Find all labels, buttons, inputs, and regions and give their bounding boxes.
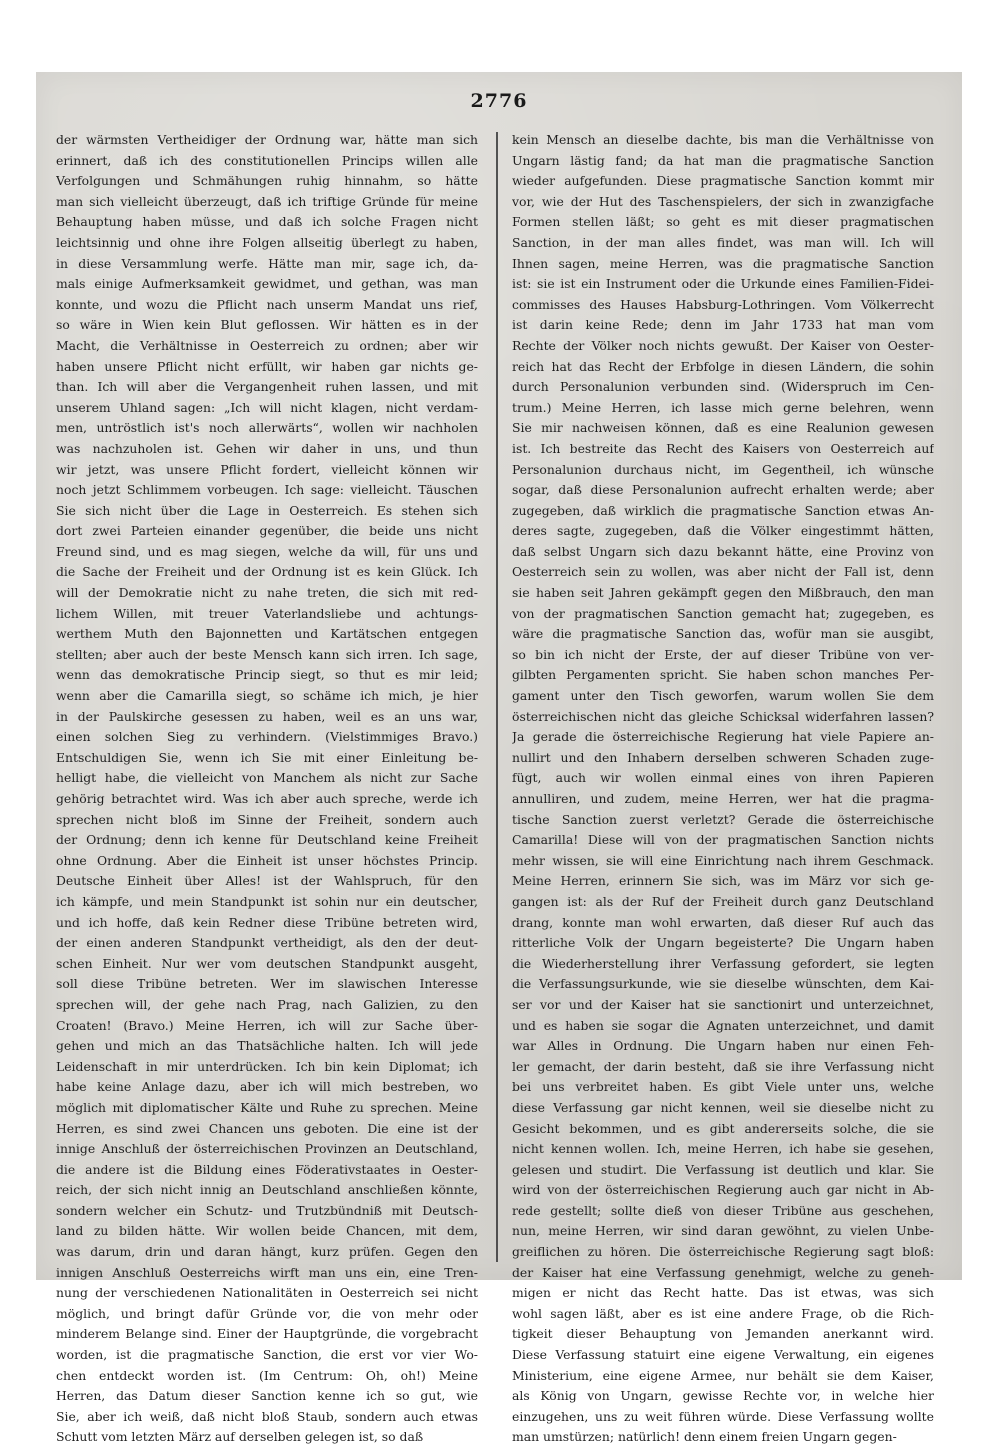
- text-line: trum.) Meine Herren, ich lasse mich gerne belehren, wenn: [512, 399, 934, 415]
- text-line: die Wiederherstellung ihrer Verfassung gefordert, sie legten: [512, 955, 934, 971]
- text-line: chen entdeckt worden ist. (Im Centrum: Oh, oh!) Meine: [56, 1367, 478, 1383]
- text-line: und es haben sie sogar die Agnaten unterzeichnet, und damit: [512, 1017, 934, 1033]
- text-line: möglich mit diplomatischer Kälte und Ruhe zu sprechen. Meine: [56, 1099, 478, 1115]
- text-line: wenn das demokratische Princip siegt, so thut es mir leid;: [56, 667, 478, 683]
- text-line: fügt, auch wir wollen einmal eines von ihren Papieren: [512, 770, 934, 786]
- text-line: kein Mensch an dieselbe dachte, bis man die Verhältnisse von: [512, 132, 934, 147]
- text-line: so bin ich nicht der Erste, der auf dieser Tribüne von ver-: [512, 646, 934, 662]
- text-line: wieder aufgefunden. Diese pragmatische Sanction kommt mir: [512, 173, 934, 189]
- text-line: soll diese Tribüne betreten. Wer im slawischen Interesse: [56, 976, 478, 992]
- text-line: Ungarn lästig fand; da hat man die pragmatische Sanction: [512, 152, 934, 168]
- text-line: Personalunion durchaus nicht, im Gegentheil, ich wünsche: [512, 461, 934, 477]
- text-line: drang, konnte man wohl erwarten, daß dieser Ruf auch das: [512, 914, 934, 930]
- text-line: konnte, und wozu die Pflicht nach unserm Mandat uns rief,: [56, 296, 478, 312]
- text-line: gilbten Pergamenten spricht. Sie haben schon manches Per-: [512, 667, 934, 683]
- page-number: 2776: [470, 90, 528, 112]
- text-line: ich kämpfe, und mein Standpunkt ist sohin nur ein deutscher,: [56, 893, 478, 909]
- text-line: Behauptung haben müsse, und daß ich solche Fragen nicht: [56, 214, 478, 230]
- text-line: Oesterreich sein zu wollen, was aber nicht der Fall ist, denn: [512, 564, 934, 580]
- text-line: than. Ich will aber die Vergangenheit ruhen lassen, und mit: [56, 379, 478, 395]
- text-line: mehr wissen, sie will eine Einrichtung nach ihrem Geschmack.: [512, 852, 934, 868]
- text-line: Ihnen sagen, meine Herren, was die pragmatische Sanction: [512, 255, 934, 271]
- text-line: reich, der sich nicht innig an Deutschland anschließen könnte,: [56, 1182, 478, 1198]
- text-line: Sie mir nachweisen können, daß es eine Realunion gewesen: [512, 420, 934, 436]
- text-line: rede gestellt; sollte dieß von dieser Tribüne aus geschehen,: [512, 1202, 934, 1218]
- text-line: sie haben seit Jahren gekämpft gegen den Mißbrauch, den man: [512, 585, 934, 601]
- text-line: die Verfassungsurkunde, wie sie dieselbe wünschten, dem Kai-: [512, 976, 934, 992]
- text-line: tische Sanction zuerst verletzt? Gerade die österreichische: [512, 811, 934, 827]
- text-line: möglich, und bringt dafür Gründe vor, die von mehr oder: [56, 1305, 478, 1321]
- text-line: ritterliche Volk der Ungarn begeisterte? Die Ungarn haben: [512, 935, 934, 951]
- text-line: gament unter den Tisch geworfen, warum wollen Sie dem: [512, 688, 934, 704]
- text-line: sprechen nicht bloß im Sinne der Freiheit, sondern auch: [56, 811, 478, 827]
- text-line: Herren, das Datum dieser Sanction kenne ich so gut, wie: [56, 1388, 478, 1404]
- text-line: österreichischen nicht das gleiche Schicksal widerfahren lassen?: [512, 708, 934, 724]
- text-line: deres sagte, zugegeben, daß die Völker eingestimmt hätten,: [512, 523, 934, 539]
- text-line: annulliren, und zudem, meine Herren, wer hat die pragma-: [512, 791, 934, 806]
- text-line: der einen anderen Standpunkt vertheidigt, als den der deut-: [56, 935, 478, 951]
- text-line: stellten; aber auch der beste Mensch kann sich irren. Ich sage,: [56, 646, 478, 662]
- text-line: Ministerium, eine eigene Armee, nur behält sie dem Kaiser,: [512, 1367, 934, 1383]
- text-line: wäre die pragmatische Sanction das, wofür man sie ausgibt,: [512, 626, 934, 642]
- text-line: so wäre in Wien kein Blut geflossen. Wir hätten es in der: [56, 317, 478, 333]
- text-line: Croaten! (Bravo.) Meine Herren, ich will zur Sache über-: [56, 1017, 478, 1033]
- text-line: war Alles in Ordnung. Die Ungarn haben nur einen Feh-: [512, 1038, 934, 1054]
- text-line: nun, meine Herren, wir sind daran gewöhnt, zu vielen Unbe-: [512, 1223, 934, 1239]
- text-line: commisses des Hauses Habsburg-Lothringen. Vom Völkerrecht: [512, 296, 934, 312]
- text-line: helligt habe, die vielleicht von Manchem als nicht zur Sache: [56, 770, 478, 786]
- text-line: sprechen will, der gehe nach Prag, nach Galizien, zu den: [56, 996, 478, 1012]
- text-line: Gesicht bekommen, und es gibt andererseits solche, die sie: [512, 1120, 934, 1136]
- text-line: einzugehen, uns zu weit führen würde. Diese Verfassung wollte: [512, 1408, 934, 1424]
- text-line: greiflichen zu hören. Die österreichische Regierung sagt bloß:: [512, 1244, 934, 1260]
- text-line: der Ordnung; denn ich kenne für Deutschland keine Freiheit: [56, 832, 478, 848]
- text-line: Entschuldigen Sie, wenn ich Sie mit einer Einleitung be-: [56, 749, 478, 765]
- right-column: [512, 130, 934, 1448]
- text-line: gehen und mich an das Thatsächliche halten. Ich will jede: [56, 1038, 478, 1054]
- text-line: Schutt vom letzten März auf derselben gelegen ist, so daß: [56, 1429, 424, 1445]
- text-line: wir jetzt, was unsere Pflicht fordert, vielleicht können wir: [56, 461, 478, 477]
- text-line: und ich hoffe, daß kein Redner diese Tribüne betreten wird,: [56, 914, 478, 930]
- text-line: von der pragmatischen Sanction gemacht hat; zugegeben, es: [512, 605, 934, 621]
- left-column: [56, 130, 478, 1448]
- text-line: Meine Herren, erinnern Sie sich, was im März vor sich ge-: [512, 873, 934, 889]
- text-line: innige Anschluß der österreichischen Provinzen an Deutschland,: [56, 1141, 478, 1157]
- text-line: die Sache der Freiheit und der Ordnung ist es kein Glück. Ich: [56, 564, 478, 580]
- text-line: nung der verschiedenen Nationalitäten in Oesterreich sei nicht: [56, 1285, 478, 1301]
- text-line: reich hat das Recht der Erbfolge in diesen Ländern, die sohin: [512, 358, 934, 374]
- text-line: gelesen und studirt. Die Verfassung ist deutlich und klar. Sie: [512, 1161, 934, 1177]
- text-line: Herren, es sind zwei Chancen uns geboten. Die eine ist der: [56, 1120, 478, 1136]
- text-line: die andere ist die Bildung eines Föderativstaates in Oester-: [56, 1161, 478, 1177]
- text-line: lichem Willen, mit treuer Vaterlandsliebe und achtungs-: [56, 605, 478, 621]
- text-line: man sich vielleicht überzeugt, daß ich triftige Gründe für meine: [56, 193, 478, 209]
- text-line: werthem Muth den Bajonnetten und Kartätschen entgegen: [56, 626, 478, 642]
- text-line: bei uns verbreitet haben. Es gibt Viele unter uns, welche: [512, 1079, 934, 1095]
- text-line: Sie sich nicht über die Lage in Oesterreich. Es stehen sich: [56, 502, 478, 518]
- text-line: gangen ist: als der Ruf der Freiheit durch ganz Deutschland: [512, 893, 934, 909]
- text-line: Rechte der Völker noch nichts gewußt. Der Kaiser von Oester-: [512, 337, 934, 353]
- text-line: dort zwei Parteien einander gegenüber, die beide uns nicht: [56, 523, 478, 539]
- text-line: in diese Versammlung werfe. Hätte man mir, sage ich, da-: [56, 255, 478, 271]
- text-line: Deutsche Einheit über Alles! ist der Wahlspruch, für den: [56, 873, 478, 889]
- text-line: land zu bilden hätte. Wir wollen beide Chancen, mit dem,: [56, 1223, 478, 1239]
- text-line: man umstürzen; natürlich! denn einem freien Ungarn gegen-: [512, 1429, 897, 1445]
- text-line: ist darin keine Rede; denn im Jahr 1733 hat man vom: [512, 317, 934, 333]
- text-line: erinnert, daß ich des constitutionellen Princips willen alle: [56, 152, 478, 168]
- text-line: was nachzuholen ist. Gehen wir daher in uns, und thun: [56, 440, 478, 456]
- text-line: leichtsinnig und ohne ihre Folgen allseitig überlegt zu haben,: [56, 234, 478, 250]
- text-line: Macht, die Verhältnisse in Oesterreich zu ordnen; aber wir: [56, 337, 478, 353]
- text-line: migen er nicht das Recht hatte. Das ist etwas, was sich: [512, 1285, 934, 1301]
- text-line: ser vor und der Kaiser hat sie sanctionirt und unterzeichnet,: [512, 996, 934, 1012]
- text-line: Camarilla! Diese will von der pragmatischen Sanction nichts: [512, 832, 934, 848]
- text-line: ist. Ich bestreite das Recht des Kaisers von Oesterreich auf: [512, 440, 934, 456]
- text-line: men, untröstlich ist's noch allerwärts“, wollen wir nachholen: [56, 420, 478, 436]
- text-line: der wärmsten Vertheidiger der Ordnung war, hätte man sich: [56, 132, 478, 147]
- text-line: haben unsere Pflicht nicht erfüllt, wir haben gar nichts ge-: [56, 358, 478, 374]
- text-line: als König von Ungarn, gewisse Rechte vor, in welche hier: [512, 1388, 934, 1404]
- text-line: zugegeben, daß wirklich die pragmatische Sanction etwas An-: [512, 502, 934, 518]
- text-line: sogar, daß diese Personalunion aufrecht erhalten werde; aber: [512, 482, 934, 498]
- text-line: Freund sind, und es mag siegen, welche da will, für uns und: [56, 543, 478, 559]
- text-line: will der Demokratie nicht zu nahe treten, die sich mit red-: [56, 585, 478, 601]
- text-line: diese Verfassung gar nicht kennen, weil sie dieselbe nicht zu: [512, 1099, 934, 1115]
- text-line: Formen stellen läßt; so geht es mit dieser pragmatischen: [512, 214, 934, 230]
- text-line: tigkeit dieser Behauptung von Jemanden anerkannt wird.: [512, 1326, 934, 1342]
- text-line: minderem Belange sind. Einer der Hauptgründe, die vorgebracht: [56, 1326, 478, 1342]
- text-line: schen Einheit. Nur wer vom deutschen Standpunkt ausgeht,: [56, 955, 478, 971]
- text-line: mals einige Aufmerksamkeit gewidmet, und gethan, was man: [56, 276, 478, 292]
- scanned-page: [36, 72, 962, 1445]
- text-line: ohne Ordnung. Aber die Einheit ist unser höchstes Princip.: [56, 852, 478, 868]
- text-line: Verfolgungen und Schmähungen ruhig hinnahm, so hätte: [56, 173, 478, 189]
- text-line: daß selbst Ungarn sich dazu bekannt hätte, eine Provinz von: [512, 543, 934, 559]
- text-line: ler gemacht, der darin besteht, daß sie ihre Verfassung nicht: [512, 1058, 934, 1074]
- text-line: gehörig betrachtet wird. Was ich aber auch spreche, werde ich: [56, 791, 478, 806]
- text-line: noch jetzt Schlimmem vorbeugen. Ich sage: vielleicht. Täuschen: [56, 482, 478, 498]
- text-line: nullirt und den Inhabern derselben schweren Schaden zuge-: [512, 749, 934, 765]
- text-line: Sanction, in der man alles findet, was man will. Ich will: [512, 234, 934, 250]
- column-divider: [496, 132, 498, 1262]
- text-line: Ja gerade die österreichische Regierung hat viele Papiere an-: [512, 729, 934, 745]
- text-line: wohl sagen läßt, aber es ist eine andere Frage, ob die Rich-: [512, 1305, 934, 1321]
- text-line: wird von der österreichischen Regierung auch gar nicht in Ab-: [512, 1182, 934, 1198]
- text-line: ist: sie ist ein Instrument oder die Urkunde eines Familien-Fidei-: [512, 276, 934, 292]
- text-line: innigen Anschluß Oesterreichs wirft man uns ein, eine Tren-: [56, 1264, 478, 1280]
- text-line: nicht kennen wollen. Ich, meine Herren, ich habe sie gesehen,: [512, 1141, 934, 1157]
- text-line: einen solchen Sieg zu verhindern. (Vielstimmiges Bravo.): [56, 729, 478, 745]
- text-line: Sie, aber ich weiß, daß nicht bloß Staub, sondern auch etwas: [56, 1408, 478, 1424]
- text-line: habe keine Anlage dazu, aber ich will mich bestreben, wo: [56, 1079, 478, 1095]
- text-line: sondern welcher ein Schutz- und Trutzbündniß mit Deutsch-: [56, 1202, 478, 1218]
- text-line: unserem Uhland sagen: „Ich will nicht klagen, nicht verdam-: [56, 399, 478, 415]
- text-line: was darum, drin und daran hängt, kurz prüfen. Gegen den: [56, 1244, 478, 1260]
- text-line: in der Paulskirche gesessen zu haben, weil es an uns war,: [56, 708, 478, 724]
- text-line: vor, wie der Hut des Taschenspielers, der sich in zwanzigfache: [512, 193, 934, 209]
- text-line: Diese Verfassung statuirt eine eigene Verwaltung, ein eigenes: [512, 1347, 934, 1363]
- text-line: worden, ist die pragmatische Sanction, die erst vor vier Wo-: [56, 1347, 478, 1363]
- text-line: Leidenschaft in mir unterdrücken. Ich bin kein Diplomat; ich: [56, 1058, 478, 1074]
- text-line: wenn aber die Camarilla siegt, so schäme ich mich, je hier: [56, 688, 478, 704]
- text-line: durch Personalunion verbunden sind. (Widerspruch im Cen-: [512, 379, 934, 395]
- text-line: der Kaiser hat eine Verfassung genehmigt, welche zu geneh-: [512, 1264, 934, 1280]
